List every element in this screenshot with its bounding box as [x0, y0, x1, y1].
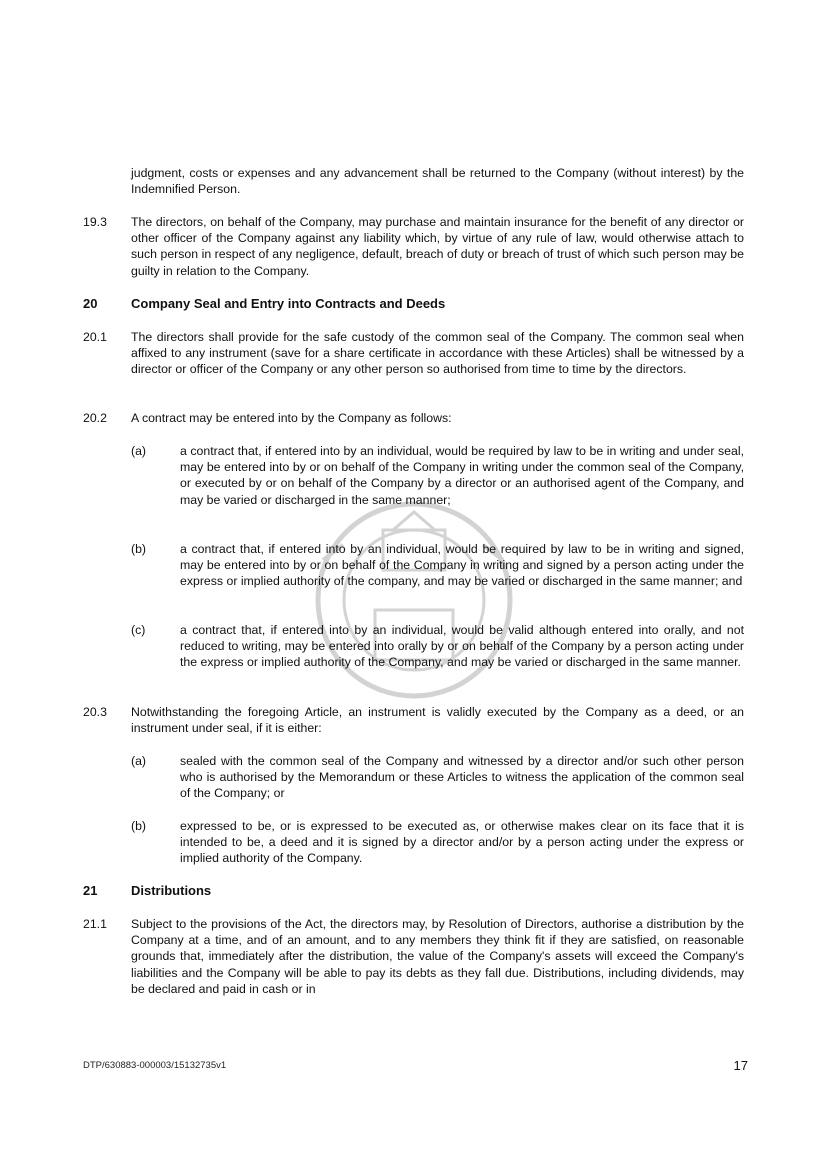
- clause-number: 20.1: [83, 330, 107, 344]
- document-reference: DTP/630883-000003/15132735v1: [83, 1060, 227, 1071]
- item-text: a contract that, if entered into by an individual, would be valid although entered into orally, and not reduced to writing, may be entered into orally by or on behalf of the Company by a person acting under the express or implied authority of the Company, and may be varied or discharged in the same manner.: [180, 623, 744, 670]
- section-heading: Distributions: [131, 883, 212, 898]
- clause-number: 20.3: [83, 705, 107, 719]
- section-heading: Company Seal and Entry into Contracts and Deeds: [131, 296, 446, 311]
- clause-text: Notwithstanding the foregoing Article, an instrument is validly executed by the Company as a deed, or an instrument under seal, if it is either:: [131, 705, 744, 736]
- clause-number: 21.1: [83, 917, 107, 931]
- section-number: 20: [83, 296, 98, 311]
- item-label: (a): [131, 444, 147, 458]
- continuation-paragraph: judgment, costs or expenses and any advancement shall be returned to the Company (without interest) by the Indemnified Person.: [131, 166, 744, 197]
- clause-number: 20.2: [83, 411, 107, 425]
- item-text: a contract that, if entered into by an individual, would be required by law to be in writing and under seal, may be entered into by or on behalf of the Company in writing under the common seal of the Company, or executed by or on behalf of the Company by a director or an authorised agent of the Company, and may be varied or discharged in the same manner;: [180, 444, 744, 507]
- clause-text: Subject to the provisions of the Act, the directors may, by Resolution of Directors, authorise a distribution by the Company at a time, and of an amount, and to any members they think fit if they are satisfied, on reasonable grounds that, immediately after the distribution, the value of the Company's assets will exceed the Company's liabilities and the Company will be able to pay its debts as they fall due. Distributions, including dividends, may be declared and paid in cash or in: [131, 917, 744, 996]
- item-label: (a): [131, 754, 147, 768]
- clause-number: 19.3: [83, 215, 107, 229]
- clause-text: A contract may be entered into by the Company as follows:: [131, 411, 452, 425]
- item-label: (c): [131, 623, 146, 637]
- section-number: 21: [83, 883, 98, 898]
- item-text: a contract that, if entered into by an individual, would be required by law to be in writing and signed, may be entered into by or on behalf of the Company in writing and signed by a person acting under the express or implied authority of the company, and may be varied or discharged in the same manner; and: [180, 542, 744, 589]
- page-number: 17: [733, 1058, 748, 1073]
- clause-text: The directors, on behalf of the Company, may purchase and maintain insurance for the benefit of any director or other officer of the Company against any liability which, by virtue of any rule of law, would otherwise attach to such person in respect of any negligence, default, breach of duty or breach of trust of which such person may be guilty in relation to the Company.: [131, 215, 744, 278]
- item-text: expressed to be, or is expressed to be executed as, or otherwise makes clear on its face that it is intended to be, a deed and it is signed by a director and/or by a person acting under the express or implied authority of the Company.: [180, 819, 744, 866]
- item-label: (b): [131, 819, 147, 833]
- clause-text: The directors shall provide for the safe custody of the common seal of the Company. The common seal when affixed to any instrument (save for a share certificate in accordance with these Articles) shall be witnessed by a director or officer of the Company or any other person so authorised from time to time by the directors.: [131, 330, 744, 377]
- item-label: (b): [131, 542, 147, 556]
- item-text: sealed with the common seal of the Company and witnessed by a director and/or such other person who is authorised by the Memorandum or these Articles to witness the application of the common seal of the Company; or: [180, 754, 744, 801]
